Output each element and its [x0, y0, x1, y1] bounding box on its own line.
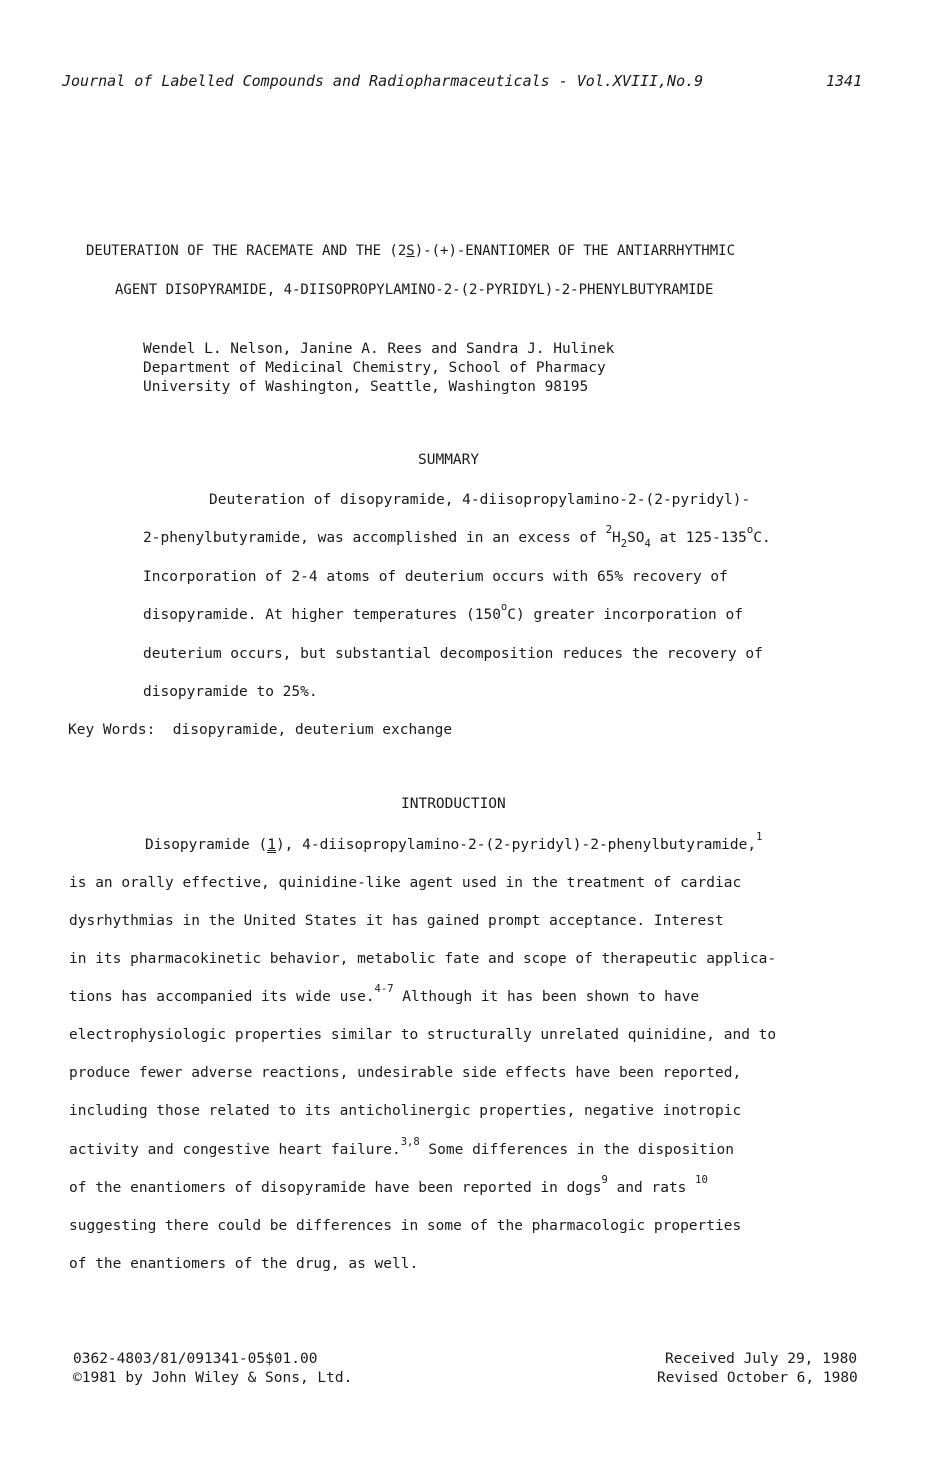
summary-line: disopyramide. At higher temperatures (150$^o$C) greater incorporation of	[143, 601, 743, 623]
intro-line: Disopyramide (1), 4-diisopropylamino-2-(2-pyridyl)-2-phenylbutyramide,$^1$	[145, 831, 763, 853]
footer-copyright: ©1981 by John Wiley & Sons, Ltd.	[73, 1370, 353, 1386]
key-words	[68, 720, 452, 740]
summary-line: 2-phenylbutyramide, was accomplished in an excess of $^2H_2SO_4$ at 125-135$^o$C.	[143, 524, 771, 550]
intro-line: is an orally effective, quinidine-like agent used in the treatment of cardiac	[69, 875, 742, 891]
intro-line: dysrhythmias in the United States it has gained prompt acceptance. Interest	[69, 913, 724, 929]
article-title-line-2: AGENT DISOPYRAMIDE, 4-DIISOPROPYLAMINO-2-(2-PYRIDYL)-2-PHENYLBUTYRAMIDE	[115, 282, 714, 298]
revised-date: Revised October 6, 1980	[657, 1370, 858, 1386]
intro-line: of the enantiomers of disopyramide have been reported in dogs$^9$ and rats $^{10}$	[69, 1174, 708, 1196]
intro-line: activity and congestive heart failure.$^{3,8}$ Some differences in the disposition	[69, 1136, 734, 1158]
intro-line: electrophysiologic properties similar to structurally unrelated quinidine, and to	[69, 1027, 777, 1043]
author-university: University of Washington, Seattle, Washington 98195	[143, 379, 589, 395]
summary-line: Deuteration of disopyramide, 4-diisopropylamino-2-(2-pyridyl)-	[209, 492, 751, 508]
introduction-heading: INTRODUCTION	[401, 796, 506, 812]
summary-heading: SUMMARY	[418, 452, 480, 468]
footer-code: 0362-4803/81/091341-05$01.00	[73, 1351, 318, 1367]
intro-line: tions has accompanied its wide use.$^{4-7}$ Although it has been shown to have	[69, 983, 700, 1005]
article-title-line-1: DEUTERATION OF THE RACEMATE AND THE (2S)-(+)-ENANTIOMER OF THE ANTIARRHYTHMIC	[86, 243, 736, 259]
author-names: Wendel L. Nelson, Janine A. Rees and Sandra J. Hulinek	[143, 341, 615, 357]
intro-line: suggesting there could be differences in some of the pharmacologic properties	[69, 1218, 742, 1234]
summary-line: Incorporation of 2-4 atoms of deuterium occurs with 65% recovery of	[143, 569, 728, 585]
page-number: 1341	[826, 72, 863, 90]
summary-line: deuterium occurs, but substantial decomposition reduces the recovery of	[143, 646, 763, 662]
summary-line: disopyramide to 25%.	[143, 684, 318, 700]
journal-header: Journal of Labelled Compounds and Radiopharmaceuticals - Vol.XVIII,No.9	[62, 72, 704, 90]
received-date: Received July 29, 1980	[665, 1351, 858, 1367]
intro-line: in its pharmacokinetic behavior, metabolic fate and scope of therapeutic applica-	[69, 951, 777, 967]
intro-line: including those related to its anticholinergic properties, negative inotropic	[69, 1103, 742, 1119]
key-words-value: disopyramide, deuterium exchange	[172, 722, 453, 738]
intro-line: produce fewer adverse reactions, undesirable side effects have been reported,	[69, 1065, 742, 1081]
intro-line: of the enantiomers of the drug, as well.	[69, 1256, 419, 1272]
author-department: Department of Medicinal Chemistry, School of Pharmacy	[143, 360, 606, 376]
key-words-label: Key Words:	[68, 722, 156, 738]
